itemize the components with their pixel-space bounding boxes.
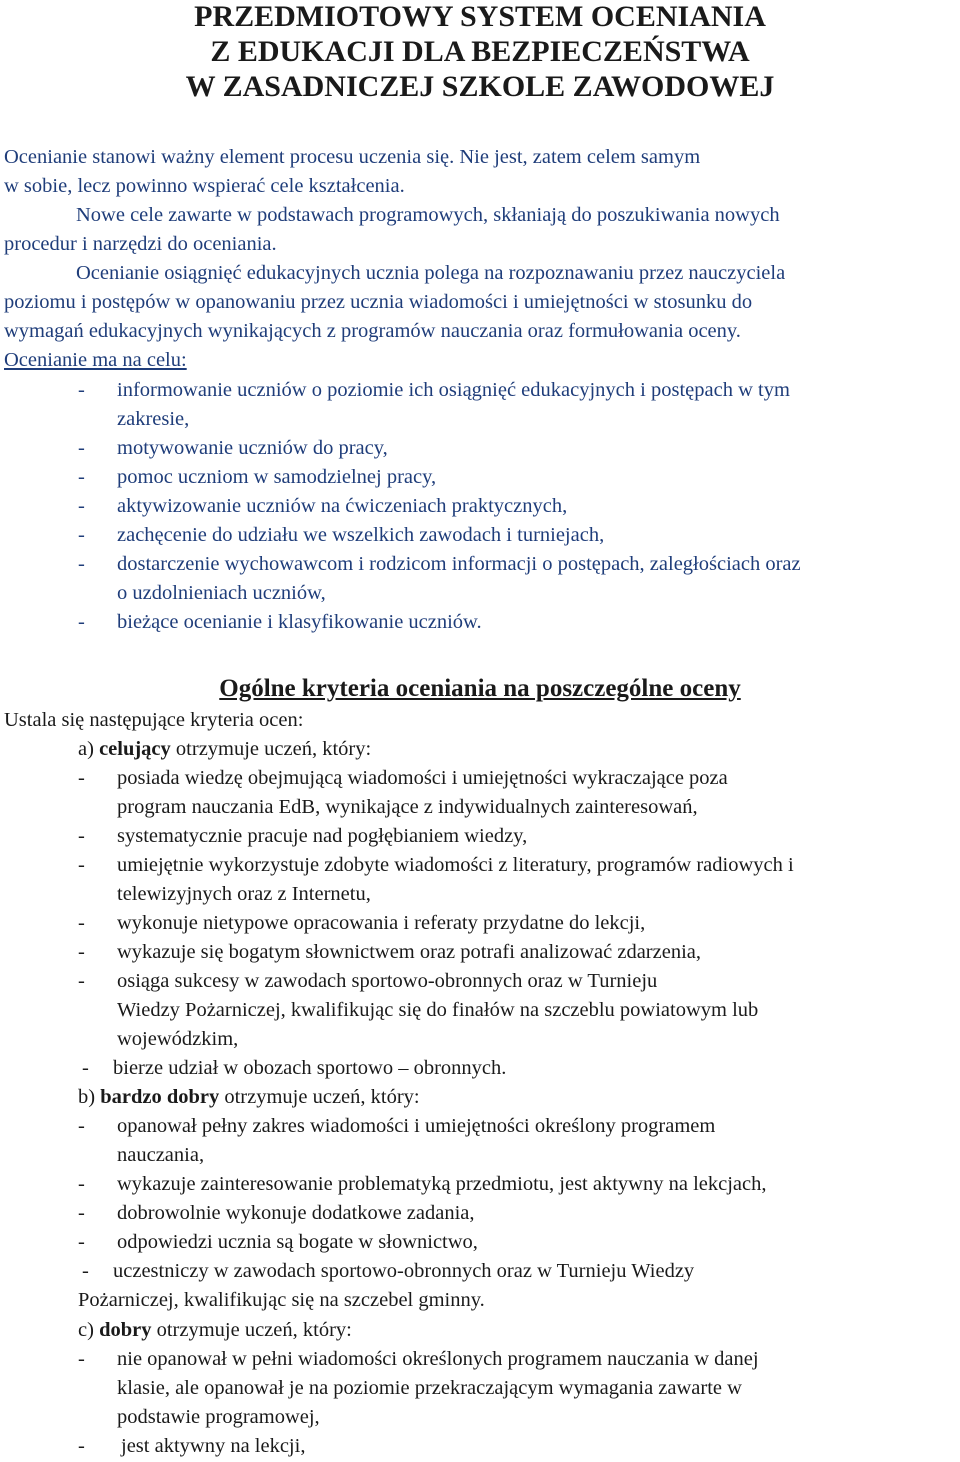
grade-c-item: nie opanował w pełni wiadomości określonych programem nauczania w danej	[117, 1348, 759, 1370]
goal-item: zakresie,	[117, 408, 190, 430]
bullet-dash: -	[78, 1348, 85, 1370]
grade-a-name: celujący	[99, 738, 171, 760]
criteria-intro: Ustala się następujące kryteria ocen:	[4, 709, 304, 731]
grade-b-item: uczestniczy w zawodach sportowo-obronnych oraz w Turnieju Wiedzy	[113, 1260, 695, 1282]
bullet-dash: -	[82, 1260, 89, 1282]
bullet-dash: -	[78, 437, 85, 459]
criteria-heading: Ogólne kryteria oceniania na poszczególne oceny	[219, 675, 741, 702]
grade-c-heading: c) dobry otrzymuje uczeń, który:	[78, 1319, 352, 1341]
grade-c-item: jest aktywny na lekcji,	[121, 1435, 306, 1457]
page-title-line-2: Z EDUKACJI DLA BEZPIECZEŃSTWA	[210, 35, 750, 68]
grade-a-item: osiąga sukcesy w zawodach sportowo-obronnych oraz w Turnieju	[117, 970, 658, 992]
bullet-dash: -	[82, 1057, 89, 1079]
grade-b-item: dobrowolnie wykonuje dodatkowe zadania,	[117, 1202, 475, 1224]
bullet-dash: -	[78, 495, 85, 517]
goal-item: informowanie uczniów o poziomie ich osiągnięć edukacyjnych i postępach w tym	[117, 379, 790, 401]
grade-b-name: bardzo dobry	[100, 1086, 220, 1108]
grade-b-item: wykazuje zainteresowanie problematyką przedmiotu, jest aktywny na lekcjach,	[117, 1173, 767, 1195]
grade-c-name: dobry	[99, 1319, 152, 1341]
bullet-dash: -	[78, 611, 85, 633]
bullet-dash: -	[78, 1115, 85, 1137]
grade-c-item: podstawie programowej,	[117, 1406, 320, 1428]
grade-a-item: telewizyjnych oraz z Internetu,	[117, 883, 371, 905]
intro-line: Nowe cele zawarte w podstawach programowych, skłaniają do poszukiwania nowych	[76, 204, 780, 226]
goal-item: zachęcenie do udziału we wszelkich zawodach i turniejach,	[117, 524, 605, 546]
grade-a-item: bierze udział w obozach sportowo – obronnych.	[113, 1057, 507, 1079]
bullet-dash: -	[78, 1435, 85, 1457]
bullet-dash: -	[78, 524, 85, 546]
goal-item: motywowanie uczniów do pracy,	[117, 437, 388, 459]
grade-a-item: systematycznie pracuje nad pogłębianiem wiedzy,	[117, 825, 528, 847]
intro-line: poziomu i postępów w opanowaniu przez ucznia wiadomości i umiejętności w stosunku do	[4, 291, 753, 313]
grade-a-heading: a) celujący otrzymuje uczeń, który:	[78, 738, 372, 760]
grade-a-item: wykazuje się bogatym słownictwem oraz potrafi analizować zdarzenia,	[117, 941, 701, 963]
bullet-dash: -	[78, 941, 85, 963]
bullet-dash: -	[78, 767, 85, 789]
intro-line: Ocenianie osiągnięć edukacyjnych ucznia polega na rozpoznawaniu przez nauczyciela	[76, 262, 786, 284]
goal-item: o uzdolnieniach uczniów,	[117, 582, 326, 604]
grade-b-item: nauczania,	[117, 1144, 205, 1166]
page-title-line-3: W ZASADNICZEJ SZKOLE ZAWODOWEJ	[185, 70, 775, 103]
goal-item: bieżące ocenianie i klasyfikowanie uczniów.	[117, 611, 482, 633]
grade-a-item: Wiedzy Pożarniczej, kwalifikując się do finałów na szczeblu powiatowym lub	[117, 999, 759, 1021]
goal-item: aktywizowanie uczniów na ćwiczeniach praktycznych,	[117, 495, 568, 517]
goal-item: dostarczenie wychowawcom i rodzicom informacji o postępach, zaległościach oraz	[117, 553, 801, 575]
bullet-dash: -	[78, 912, 85, 934]
grade-b-item: odpowiedzi ucznia są bogate w słownictwo,	[117, 1231, 478, 1253]
bullet-dash: -	[78, 854, 85, 876]
intro-line: Ocenianie stanowi ważny element procesu uczenia się. Nie jest, zatem celem samym	[4, 146, 701, 168]
grade-a-item: posiada wiedzę obejmującą wiadomości i umiejętności wykraczające poza	[117, 767, 728, 789]
grade-a-item: program nauczania EdB, wynikające z indywidualnych zainteresowań,	[117, 796, 698, 818]
grade-b-item: Pożarniczej, kwalifikując się na szczebel gminny.	[78, 1289, 485, 1311]
bullet-dash: -	[78, 1231, 85, 1253]
grade-a-item: wykonuje nietypowe opracowania i referaty przydatne do lekcji,	[117, 912, 646, 934]
goals-heading: Ocenianie ma na celu:	[4, 349, 187, 371]
bullet-dash: -	[78, 1173, 85, 1195]
grade-b-heading: b) bardzo dobry otrzymuje uczeń, który:	[78, 1086, 420, 1108]
grade-b-item: opanował pełny zakres wiadomości i umiejętności określony programem	[117, 1115, 716, 1137]
bullet-dash: -	[78, 1202, 85, 1224]
grade-c-item: klasie, ale opanował je na poziomie przekraczającym wymagania zawarte w	[117, 1377, 742, 1399]
bullet-dash: -	[78, 970, 85, 992]
intro-line: wymagań edukacyjnych wynikających z programów nauczania oraz formułowania oceny.	[4, 320, 741, 342]
bullet-dash: -	[78, 466, 85, 488]
bullet-dash: -	[78, 553, 85, 575]
bullet-dash: -	[78, 825, 85, 847]
grade-a-item: wojewódzkim,	[117, 1028, 239, 1050]
bullet-dash: -	[78, 379, 85, 401]
intro-line: procedur i narzędzi do oceniania.	[4, 233, 277, 255]
goal-item: pomoc uczniom w samodzielnej pracy,	[117, 466, 437, 488]
page-title-line-1: PRZEDMIOTOWY SYSTEM OCENIANIA	[194, 0, 766, 33]
intro-line: w sobie, lecz powinno wspierać cele kształcenia.	[4, 175, 405, 197]
grade-a-item: umiejętnie wykorzystuje zdobyte wiadomości z literatury, programów radiowych i	[117, 854, 794, 876]
